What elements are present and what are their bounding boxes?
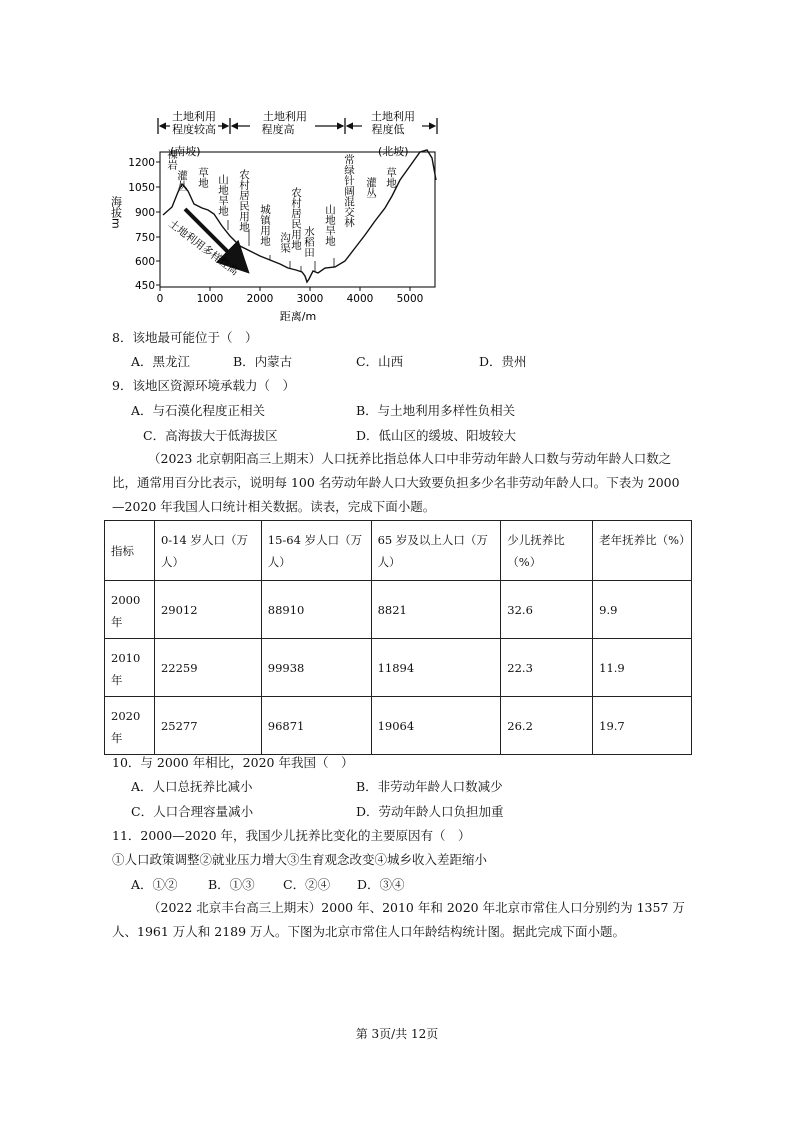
- table-cell: 88910: [261, 581, 371, 639]
- q8-stem: 8．该地最可能位于（ ）: [112, 330, 258, 345]
- y-tick-label: 1200: [128, 157, 155, 169]
- y-tick-label: 600: [134, 256, 155, 268]
- table-cell: 8821: [371, 581, 501, 639]
- y-axis-title: 海拔m: [110, 196, 123, 229]
- zone3-line2: 程度低: [371, 123, 405, 136]
- land-label: 农村居民用地: [238, 169, 250, 232]
- q9-option-d[interactable]: D．低山区的缓坡、阳坡较大: [356, 428, 517, 443]
- q9-option-a[interactable]: A．与石漠化程度正相关: [131, 403, 266, 418]
- land-label: 山地旱地: [217, 174, 229, 216]
- table-cell: 11894: [371, 639, 501, 697]
- table-cell: 22259: [154, 639, 261, 697]
- table-cell: 2000 年: [105, 581, 155, 639]
- q11-stem: 11．2000—2020 年，我国少儿抚养比变化的主要原因有（ ）: [112, 828, 471, 843]
- diversity-arrow-label: 土地利用多样性高: [166, 217, 241, 278]
- x-tick-label: 2000: [246, 293, 274, 305]
- zone1-line1: 土地利用: [172, 110, 216, 123]
- south-slope-label: (南坡): [170, 145, 201, 158]
- table-cell: 96871: [261, 697, 371, 755]
- table-header-cell: 少儿抚养比（%）: [501, 521, 593, 581]
- x-tick-label: 1000: [196, 293, 224, 305]
- zone1-line2: 程度较高: [172, 123, 216, 136]
- y-tick-label: 450: [134, 280, 155, 292]
- q10-option-c[interactable]: C．人口合理容量减小: [131, 804, 254, 819]
- q10-option-b[interactable]: B．非劳动年龄人口数减少: [356, 779, 503, 794]
- table-cell: 19.7: [593, 697, 692, 755]
- land-label: 裸岩: [166, 149, 178, 170]
- table-header-cell: 指标: [105, 521, 155, 581]
- x-tick-label: 0: [156, 293, 164, 305]
- table-cell: 11.9: [593, 639, 692, 697]
- q11-option-d[interactable]: D．③④: [357, 877, 405, 892]
- q8-option-a[interactable]: A．黑龙江: [131, 354, 191, 369]
- table-header-cell: 15-64 岁人口（万人）: [261, 521, 371, 581]
- terrain-profile-svg: [110, 108, 450, 328]
- north-slope-label: (北坡): [378, 145, 409, 158]
- y-tick-label: 750: [134, 232, 155, 244]
- land-label: 城镇用地: [259, 204, 271, 246]
- table-row: [105, 581, 692, 639]
- table-cell: 29012: [154, 581, 261, 639]
- q11-option-a[interactable]: A．①②: [131, 877, 178, 892]
- q9-stem: 9．该地区资源环境承载力（ ）: [112, 378, 295, 393]
- terrain-profile-figure: [110, 108, 450, 328]
- land-label: 灌丛: [176, 170, 188, 191]
- table-cell: 26.2: [501, 697, 593, 755]
- table-header-cell: 老年抚养比（%）: [593, 521, 692, 581]
- table-cell: 2010 年: [105, 639, 155, 697]
- x-axis: [157, 287, 424, 323]
- q11-option-c[interactable]: C．②④: [283, 877, 331, 892]
- land-label: 常绿针阔混交林: [343, 154, 355, 228]
- table-row: [105, 639, 692, 697]
- x-tick-label: 3000: [296, 293, 324, 305]
- land-label: 山地旱地: [324, 204, 336, 246]
- x-tick-label: 5000: [396, 293, 424, 305]
- x-axis-title: 距离/m: [279, 310, 317, 323]
- zone2-line2: 程度高: [261, 123, 295, 136]
- land-label: 农村居民用地: [290, 187, 302, 250]
- q8-option-b[interactable]: B．内蒙古: [233, 354, 293, 369]
- y-tick-label: 900: [134, 207, 155, 219]
- y-tick-label: 1050: [128, 182, 155, 194]
- table-cell: 32.6: [501, 581, 593, 639]
- q8-option-d[interactable]: D．贵州: [479, 354, 527, 369]
- intro-paragraph-2: （2022 北京丰台高三上期末）2000 年、2010 年和 2020 年北京市常住人口分别约为 1357 万人、1961 万人和 2189 万人。下图为北京市常住人口年龄结构统计图。据此完成下面小题。: [112, 900, 685, 939]
- q9-option-c[interactable]: C．高海拔大于低海拔区: [143, 428, 278, 443]
- q9-option-b[interactable]: B．与土地利用多样性负相关: [356, 403, 516, 418]
- table-cell: 22.3: [501, 639, 593, 697]
- population-table: [104, 520, 692, 755]
- intro-paragraph-1: （2023 北京朝阳高三上期末）人口抚养比指总体人口中非劳动年龄人口数与劳动年龄人口数之比，通常用百分比表示，说明每 100 名劳动年龄人口大致要负担多少名非劳动年龄人口。下表为 2000—2020 年我国人口统计相关数据。读表，完成下面小题。: [112, 451, 680, 514]
- q8-option-c[interactable]: C．山西: [356, 354, 404, 369]
- page-footer: 第 3页/共 12页: [355, 1027, 439, 1041]
- q11-option-b[interactable]: B．①③: [208, 877, 255, 892]
- table-header-cell: 0-14 岁人口（万人）: [154, 521, 261, 581]
- q10-option-a[interactable]: A．人口总抚养比减小: [131, 779, 253, 794]
- table-cell: 25277: [154, 697, 261, 755]
- land-label: 沟渠: [279, 232, 291, 253]
- land-label: 草地: [197, 167, 209, 188]
- q10-option-d[interactable]: D．劳动年龄人口负担加重: [356, 804, 504, 819]
- q10-stem: 10．与 2000 年相比，2020 年我国（ ）: [112, 755, 354, 770]
- table-header-cell: 65 岁及以上人口（万人）: [371, 521, 501, 581]
- y-axis: [110, 157, 160, 292]
- table-row: [105, 697, 692, 755]
- table-header-row: [105, 521, 692, 581]
- zone2-line1: 土地利用: [263, 110, 307, 123]
- land-label: 灌丛: [365, 177, 377, 198]
- zone3-line1: 土地利用: [371, 110, 415, 123]
- land-label: 水稻田: [303, 226, 315, 258]
- table-cell: 2020 年: [105, 697, 155, 755]
- q11-items: ①人口政策调整②就业压力增大③生育观念改变④城乡收入差距缩小: [112, 852, 488, 867]
- x-tick-label: 4000: [346, 293, 374, 305]
- table-cell: 99938: [261, 639, 371, 697]
- table-cell: 19064: [371, 697, 501, 755]
- land-label: 草地: [385, 167, 397, 188]
- table-cell: 9.9: [593, 581, 692, 639]
